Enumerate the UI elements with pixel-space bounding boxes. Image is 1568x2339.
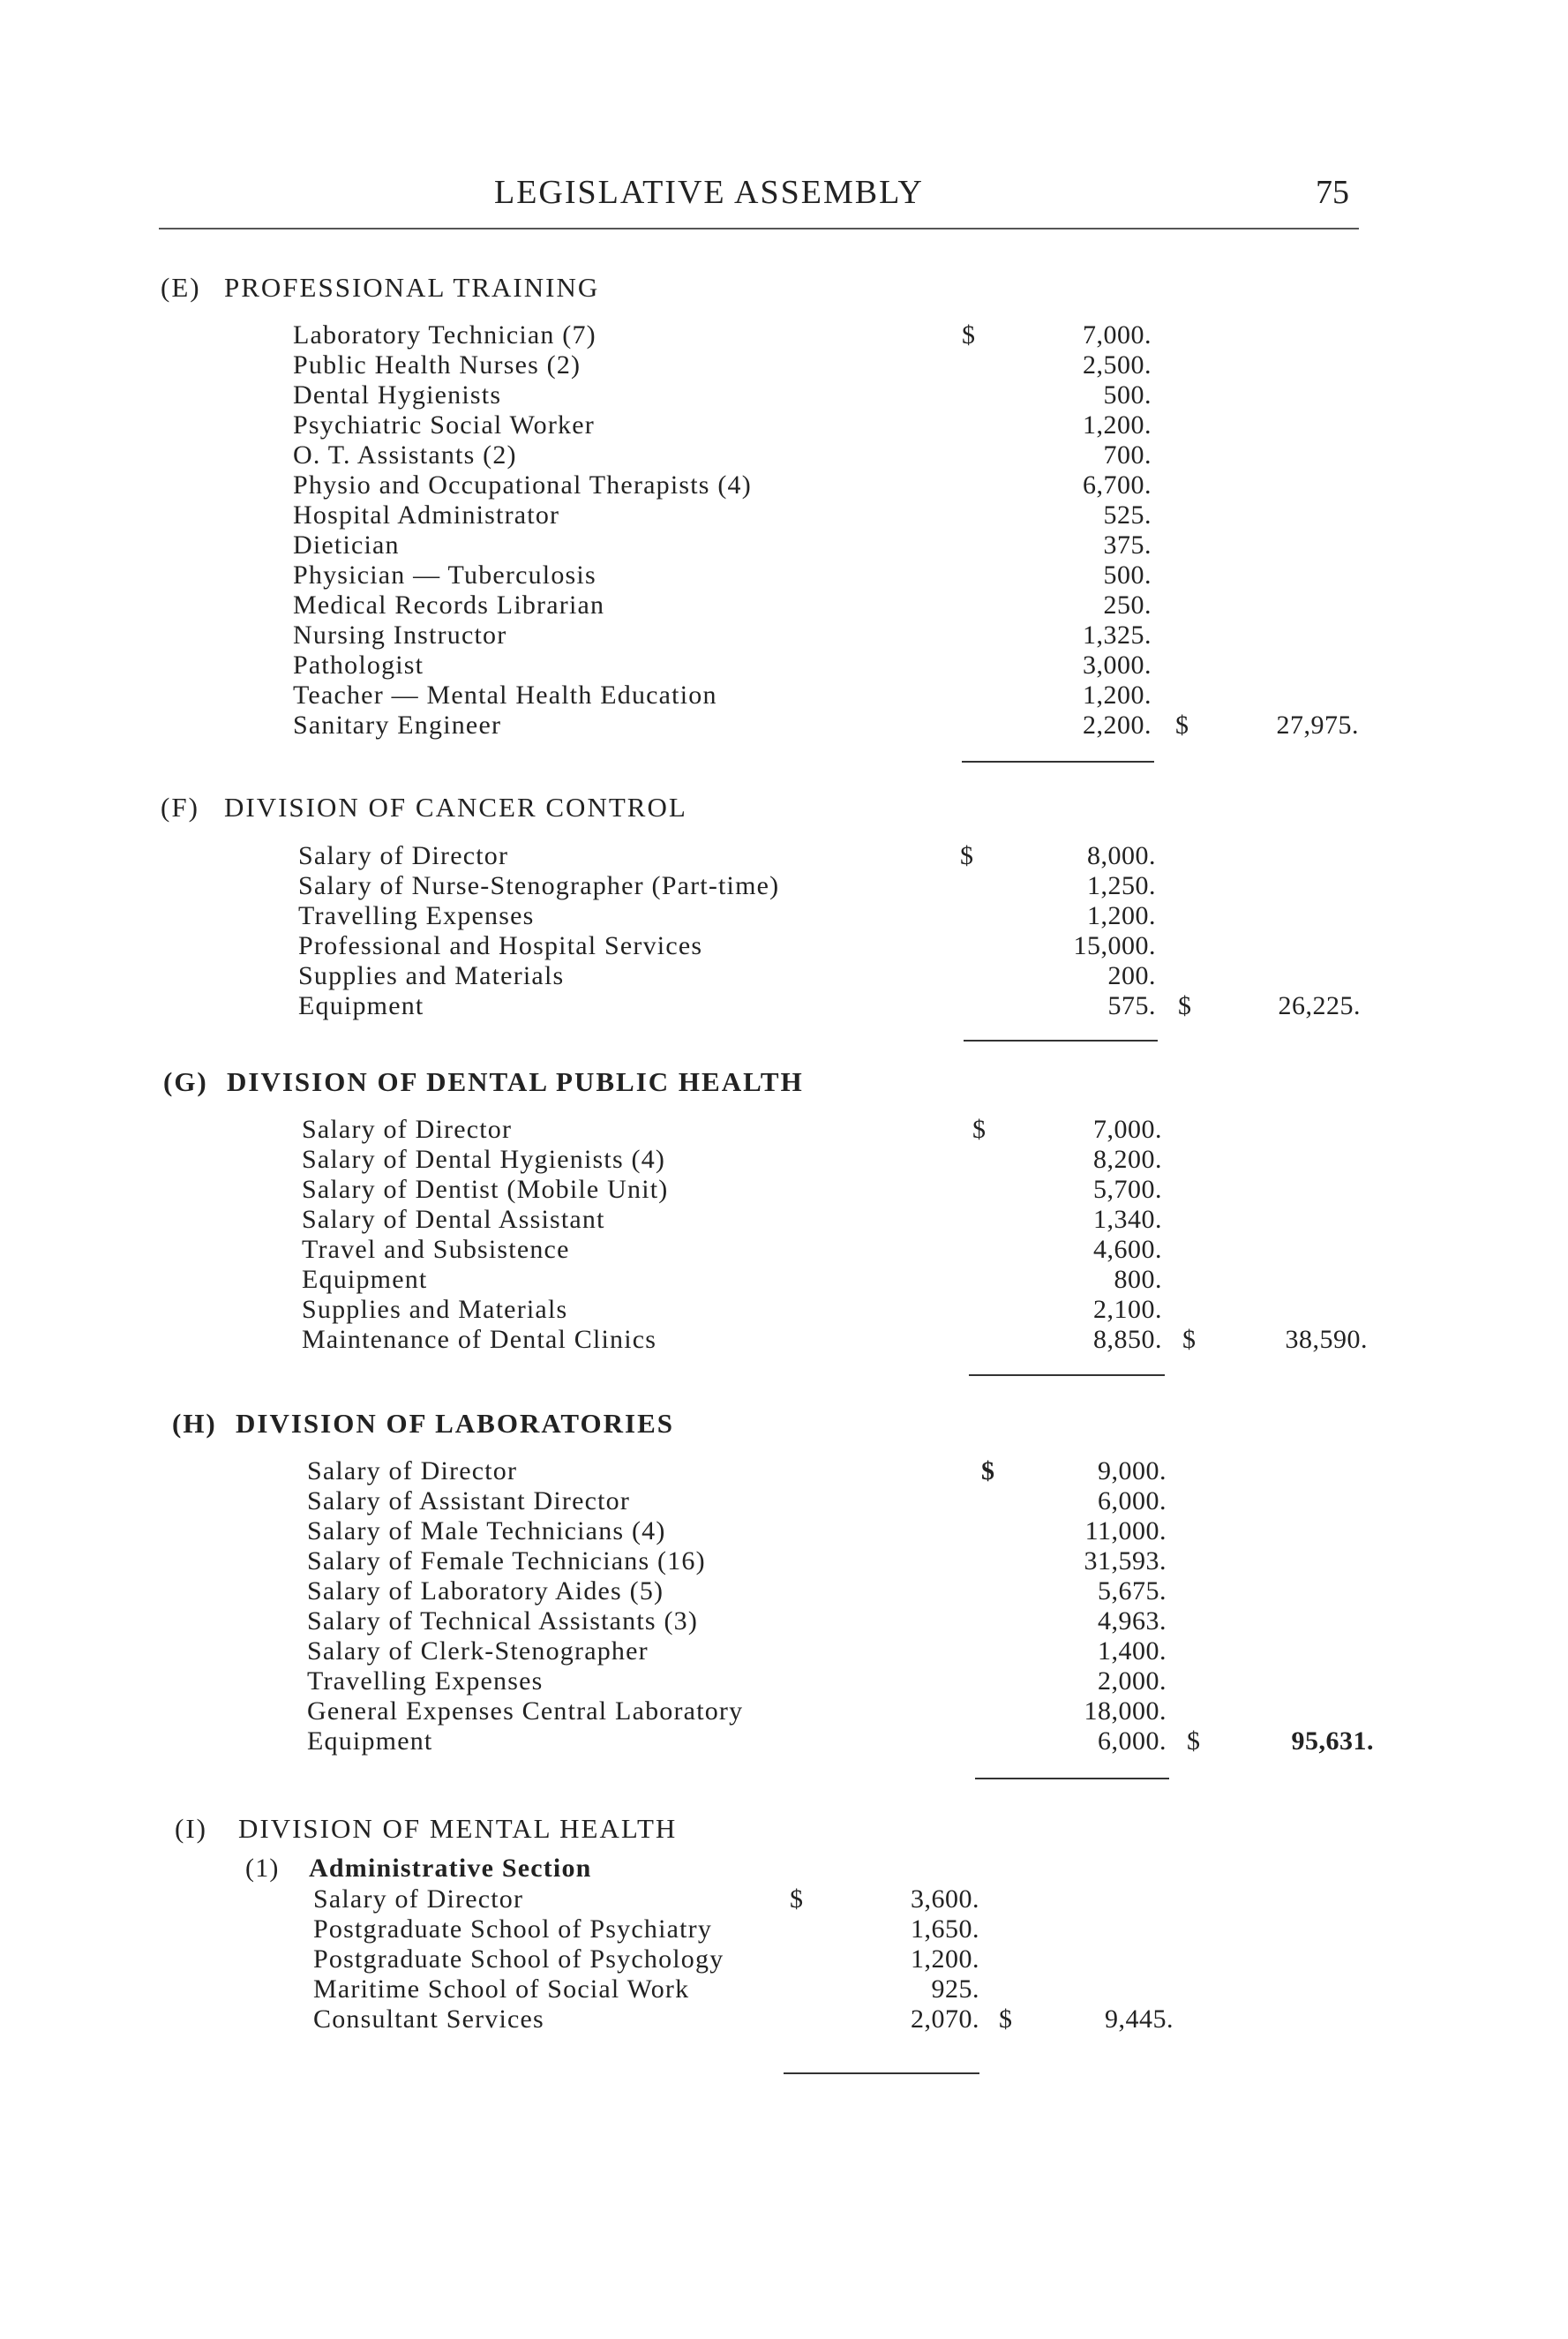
list-item <box>0 1295 1568 1325</box>
list-item <box>0 1115 1568 1145</box>
list-item <box>0 530 1568 560</box>
item-amount: 375. <box>1103 530 1152 560</box>
item-amount: 31,593. <box>1084 1546 1167 1576</box>
item-label: Postgraduate School of Psychiatry <box>313 1914 713 1944</box>
section-title <box>172 1406 674 1441</box>
item-amount: 1,650. <box>911 1914 979 1944</box>
list-item <box>0 1914 1568 1944</box>
item-amount: 525. <box>1103 500 1152 530</box>
item-amount: 3,600. <box>911 1884 979 1914</box>
item-label: Professional and Hospital Services <box>298 931 703 960</box>
item-label: Travel and Subsistence <box>302 1235 570 1264</box>
item-amount: 8,000. <box>1087 841 1156 870</box>
list-item <box>0 560 1568 590</box>
header-divider <box>159 228 1359 229</box>
item-amount: 18,000. <box>1084 1696 1167 1726</box>
item-amount: 3,000. <box>1083 651 1152 680</box>
item-label: Equipment <box>307 1726 433 1756</box>
item-label: Supplies and Materials <box>298 961 565 990</box>
list-item <box>0 620 1568 651</box>
item-label: Public Health Nurses (2) <box>293 350 581 380</box>
list-item <box>0 651 1568 681</box>
item-amount: 7,000. <box>1083 320 1152 350</box>
list-item <box>0 1884 1568 1914</box>
currency-symbol: $ <box>981 1456 994 1485</box>
item-label: General Expenses Central Laboratory <box>307 1696 744 1726</box>
list-item <box>0 320 1568 350</box>
sum-underline <box>964 1040 1158 1042</box>
item-amount: 700. <box>1103 440 1152 470</box>
list-item <box>0 991 1568 1021</box>
currency-symbol: $ <box>972 1115 986 1144</box>
item-label: Nursing Instructor <box>293 620 507 650</box>
list-item <box>0 1325 1568 1355</box>
item-amount: 5,675. <box>1098 1576 1167 1606</box>
list-item <box>0 1696 1568 1726</box>
item-label: Salary of Nurse-Stenographer (Part-time) <box>298 871 780 900</box>
section-letter: (I) <box>175 1813 207 1844</box>
item-amount: 6,700. <box>1083 470 1152 500</box>
list-item <box>0 410 1568 440</box>
item-amount: 575. <box>1107 991 1156 1020</box>
currency-symbol: $ <box>962 320 975 350</box>
item-list <box>0 320 1568 741</box>
list-item <box>0 1944 1568 1974</box>
total-currency: $ <box>999 2004 1012 2034</box>
item-amount: 500. <box>1103 560 1152 590</box>
item-amount: 9,000. <box>1098 1456 1167 1485</box>
list-item <box>0 931 1568 961</box>
section-heading: DIVISION OF LABORATORIES <box>236 1408 675 1439</box>
currency-symbol: $ <box>790 1884 803 1914</box>
section-total: 95,631. <box>1291 1726 1374 1756</box>
item-amount: 250. <box>1103 590 1152 620</box>
total-currency: $ <box>1182 1325 1196 1354</box>
item-label: Travelling Expenses <box>298 901 535 930</box>
section-heading: PROFESSIONAL TRAINING <box>224 272 600 303</box>
item-label: Salary of Laboratory Aides (5) <box>307 1576 664 1606</box>
list-item <box>0 1486 1568 1516</box>
item-amount: 1,340. <box>1093 1205 1162 1234</box>
section-heading: DIVISION OF DENTAL PUBLIC HEALTH <box>227 1066 804 1097</box>
item-amount: 1,250. <box>1087 871 1156 900</box>
list-item <box>0 1265 1568 1295</box>
list-item <box>0 1636 1568 1666</box>
item-amount: 8,850. <box>1093 1325 1162 1354</box>
item-label: Salary of Assistant Director <box>307 1486 631 1515</box>
item-amount: 925. <box>931 1974 979 2004</box>
sum-underline <box>784 2072 979 2074</box>
item-amount: 15,000. <box>1073 931 1156 960</box>
total-currency: $ <box>1175 711 1189 740</box>
item-label: Maintenance of Dental Clinics <box>302 1325 657 1354</box>
item-label: Salary of Director <box>302 1115 513 1144</box>
item-label: Dietician <box>293 530 400 560</box>
list-item <box>0 1175 1568 1205</box>
total-currency: $ <box>1178 991 1191 1020</box>
list-item <box>0 2004 1568 2034</box>
item-amount: 1,200. <box>1087 901 1156 930</box>
item-label: Consultant Services <box>313 2004 544 2034</box>
section-heading: DIVISION OF MENTAL HEALTH <box>238 1813 678 1844</box>
item-amount: 500. <box>1103 380 1152 410</box>
item-amount: 6,000. <box>1098 1726 1167 1756</box>
item-label: Supplies and Materials <box>302 1295 568 1324</box>
section-title <box>175 1811 677 1846</box>
list-item <box>0 1546 1568 1576</box>
page-number: 75 <box>1316 174 1349 211</box>
item-label: Physician — Tuberculosis <box>293 560 596 590</box>
list-item <box>0 470 1568 500</box>
list-item <box>0 1205 1568 1235</box>
item-amount: 1,325. <box>1083 620 1152 650</box>
item-amount: 200. <box>1107 961 1156 990</box>
item-label: Salary of Dental Hygienists (4) <box>302 1145 666 1174</box>
section-title <box>161 270 599 305</box>
list-item <box>0 440 1568 470</box>
item-label: Psychiatric Social Worker <box>293 410 595 440</box>
item-amount: 2,500. <box>1083 350 1152 380</box>
item-amount: 1,200. <box>911 1944 979 1974</box>
sum-underline <box>969 1374 1165 1376</box>
item-amount: 5,700. <box>1093 1175 1162 1204</box>
item-amount: 4,600. <box>1093 1235 1162 1264</box>
section-letter: (E) <box>161 272 201 303</box>
list-item <box>0 500 1568 530</box>
list-item <box>0 1974 1568 2004</box>
item-amount: 1,400. <box>1098 1636 1167 1666</box>
list-item <box>0 350 1568 380</box>
page-title: LEGISLATIVE ASSEMBLY <box>494 174 924 211</box>
total-currency: $ <box>1187 1726 1200 1756</box>
item-label: Salary of Dentist (Mobile Unit) <box>302 1175 669 1204</box>
item-label: Postgraduate School of Psychology <box>313 1944 724 1974</box>
item-label: Salary of Clerk-Stenographer <box>307 1636 649 1666</box>
list-item <box>0 1516 1568 1546</box>
section-letter: (H) <box>172 1408 217 1439</box>
section-letter: (G) <box>163 1066 208 1097</box>
subsection-heading: Administrative Section <box>309 1854 592 1883</box>
list-item <box>0 1726 1568 1756</box>
item-amount: 4,963. <box>1098 1606 1167 1636</box>
list-item <box>0 961 1568 991</box>
item-amount: 800. <box>1114 1265 1162 1294</box>
item-amount: 2,100. <box>1093 1295 1162 1324</box>
item-label: Sanitary Engineer <box>293 711 502 740</box>
item-label: Laboratory Technician (7) <box>293 320 596 350</box>
item-label: Pathologist <box>293 651 424 680</box>
section-total: 38,590. <box>1285 1325 1368 1354</box>
list-item <box>0 380 1568 410</box>
item-label: Equipment <box>302 1265 428 1294</box>
list-item <box>0 1666 1568 1696</box>
section-total: 27,975. <box>1276 711 1359 740</box>
item-label: Medical Records Librarian <box>293 590 605 620</box>
item-label: Teacher — Mental Health Education <box>293 681 717 710</box>
item-label: Salary of Dental Assistant <box>302 1205 605 1234</box>
list-item <box>0 871 1568 901</box>
item-label: Salary of Technical Assistants (3) <box>307 1606 699 1636</box>
page-header <box>0 169 1568 215</box>
section-total: 26,225. <box>1278 991 1361 1020</box>
section-title <box>163 1064 804 1100</box>
subsection-number: (1) <box>245 1854 280 1883</box>
list-item <box>0 711 1568 741</box>
currency-symbol: $ <box>960 841 973 870</box>
sum-underline <box>962 761 1154 763</box>
item-label: Equipment <box>298 991 424 1020</box>
item-label: Dental Hygienists <box>293 380 502 410</box>
list-item <box>0 681 1568 711</box>
item-label: Salary of Director <box>298 841 509 870</box>
item-label: Hospital Administrator <box>293 500 560 530</box>
item-label: Maritime School of Social Work <box>313 1974 690 2004</box>
list-item <box>0 901 1568 931</box>
section-letter: (F) <box>161 792 199 823</box>
list-item <box>0 841 1568 871</box>
item-list <box>0 841 1568 1021</box>
item-amount: 7,000. <box>1093 1115 1162 1144</box>
item-amount: 8,200. <box>1093 1145 1162 1174</box>
item-amount: 6,000. <box>1098 1486 1167 1515</box>
list-item <box>0 590 1568 620</box>
item-label: Salary of Female Technicians (16) <box>307 1546 706 1576</box>
list-item <box>0 1456 1568 1486</box>
item-amount: 1,200. <box>1083 681 1152 710</box>
item-list <box>0 1456 1568 1756</box>
subsection-title <box>245 1854 592 1884</box>
item-label: Salary of Director <box>307 1456 518 1485</box>
item-list <box>0 1884 1568 2034</box>
item-list <box>0 1115 1568 1355</box>
subsection-total: 9,445. <box>1105 2004 1174 2034</box>
sum-underline <box>975 1778 1169 1779</box>
list-item <box>0 1235 1568 1265</box>
list-item <box>0 1145 1568 1175</box>
item-amount: 11,000. <box>1084 1516 1167 1546</box>
section-heading: DIVISION OF CANCER CONTROL <box>224 792 687 823</box>
item-label: Physio and Occupational Therapists (4) <box>293 470 752 500</box>
section-title <box>161 790 687 825</box>
item-amount: 1,200. <box>1083 410 1152 440</box>
item-label: O. T. Assistants (2) <box>293 440 517 470</box>
item-amount: 2,070. <box>911 2004 979 2034</box>
item-label: Salary of Director <box>313 1884 524 1914</box>
item-label: Salary of Male Technicians (4) <box>307 1516 666 1546</box>
list-item <box>0 1576 1568 1606</box>
item-amount: 2,000. <box>1098 1666 1167 1696</box>
list-item <box>0 1606 1568 1636</box>
item-amount: 2,200. <box>1083 711 1152 740</box>
item-label: Travelling Expenses <box>307 1666 544 1696</box>
